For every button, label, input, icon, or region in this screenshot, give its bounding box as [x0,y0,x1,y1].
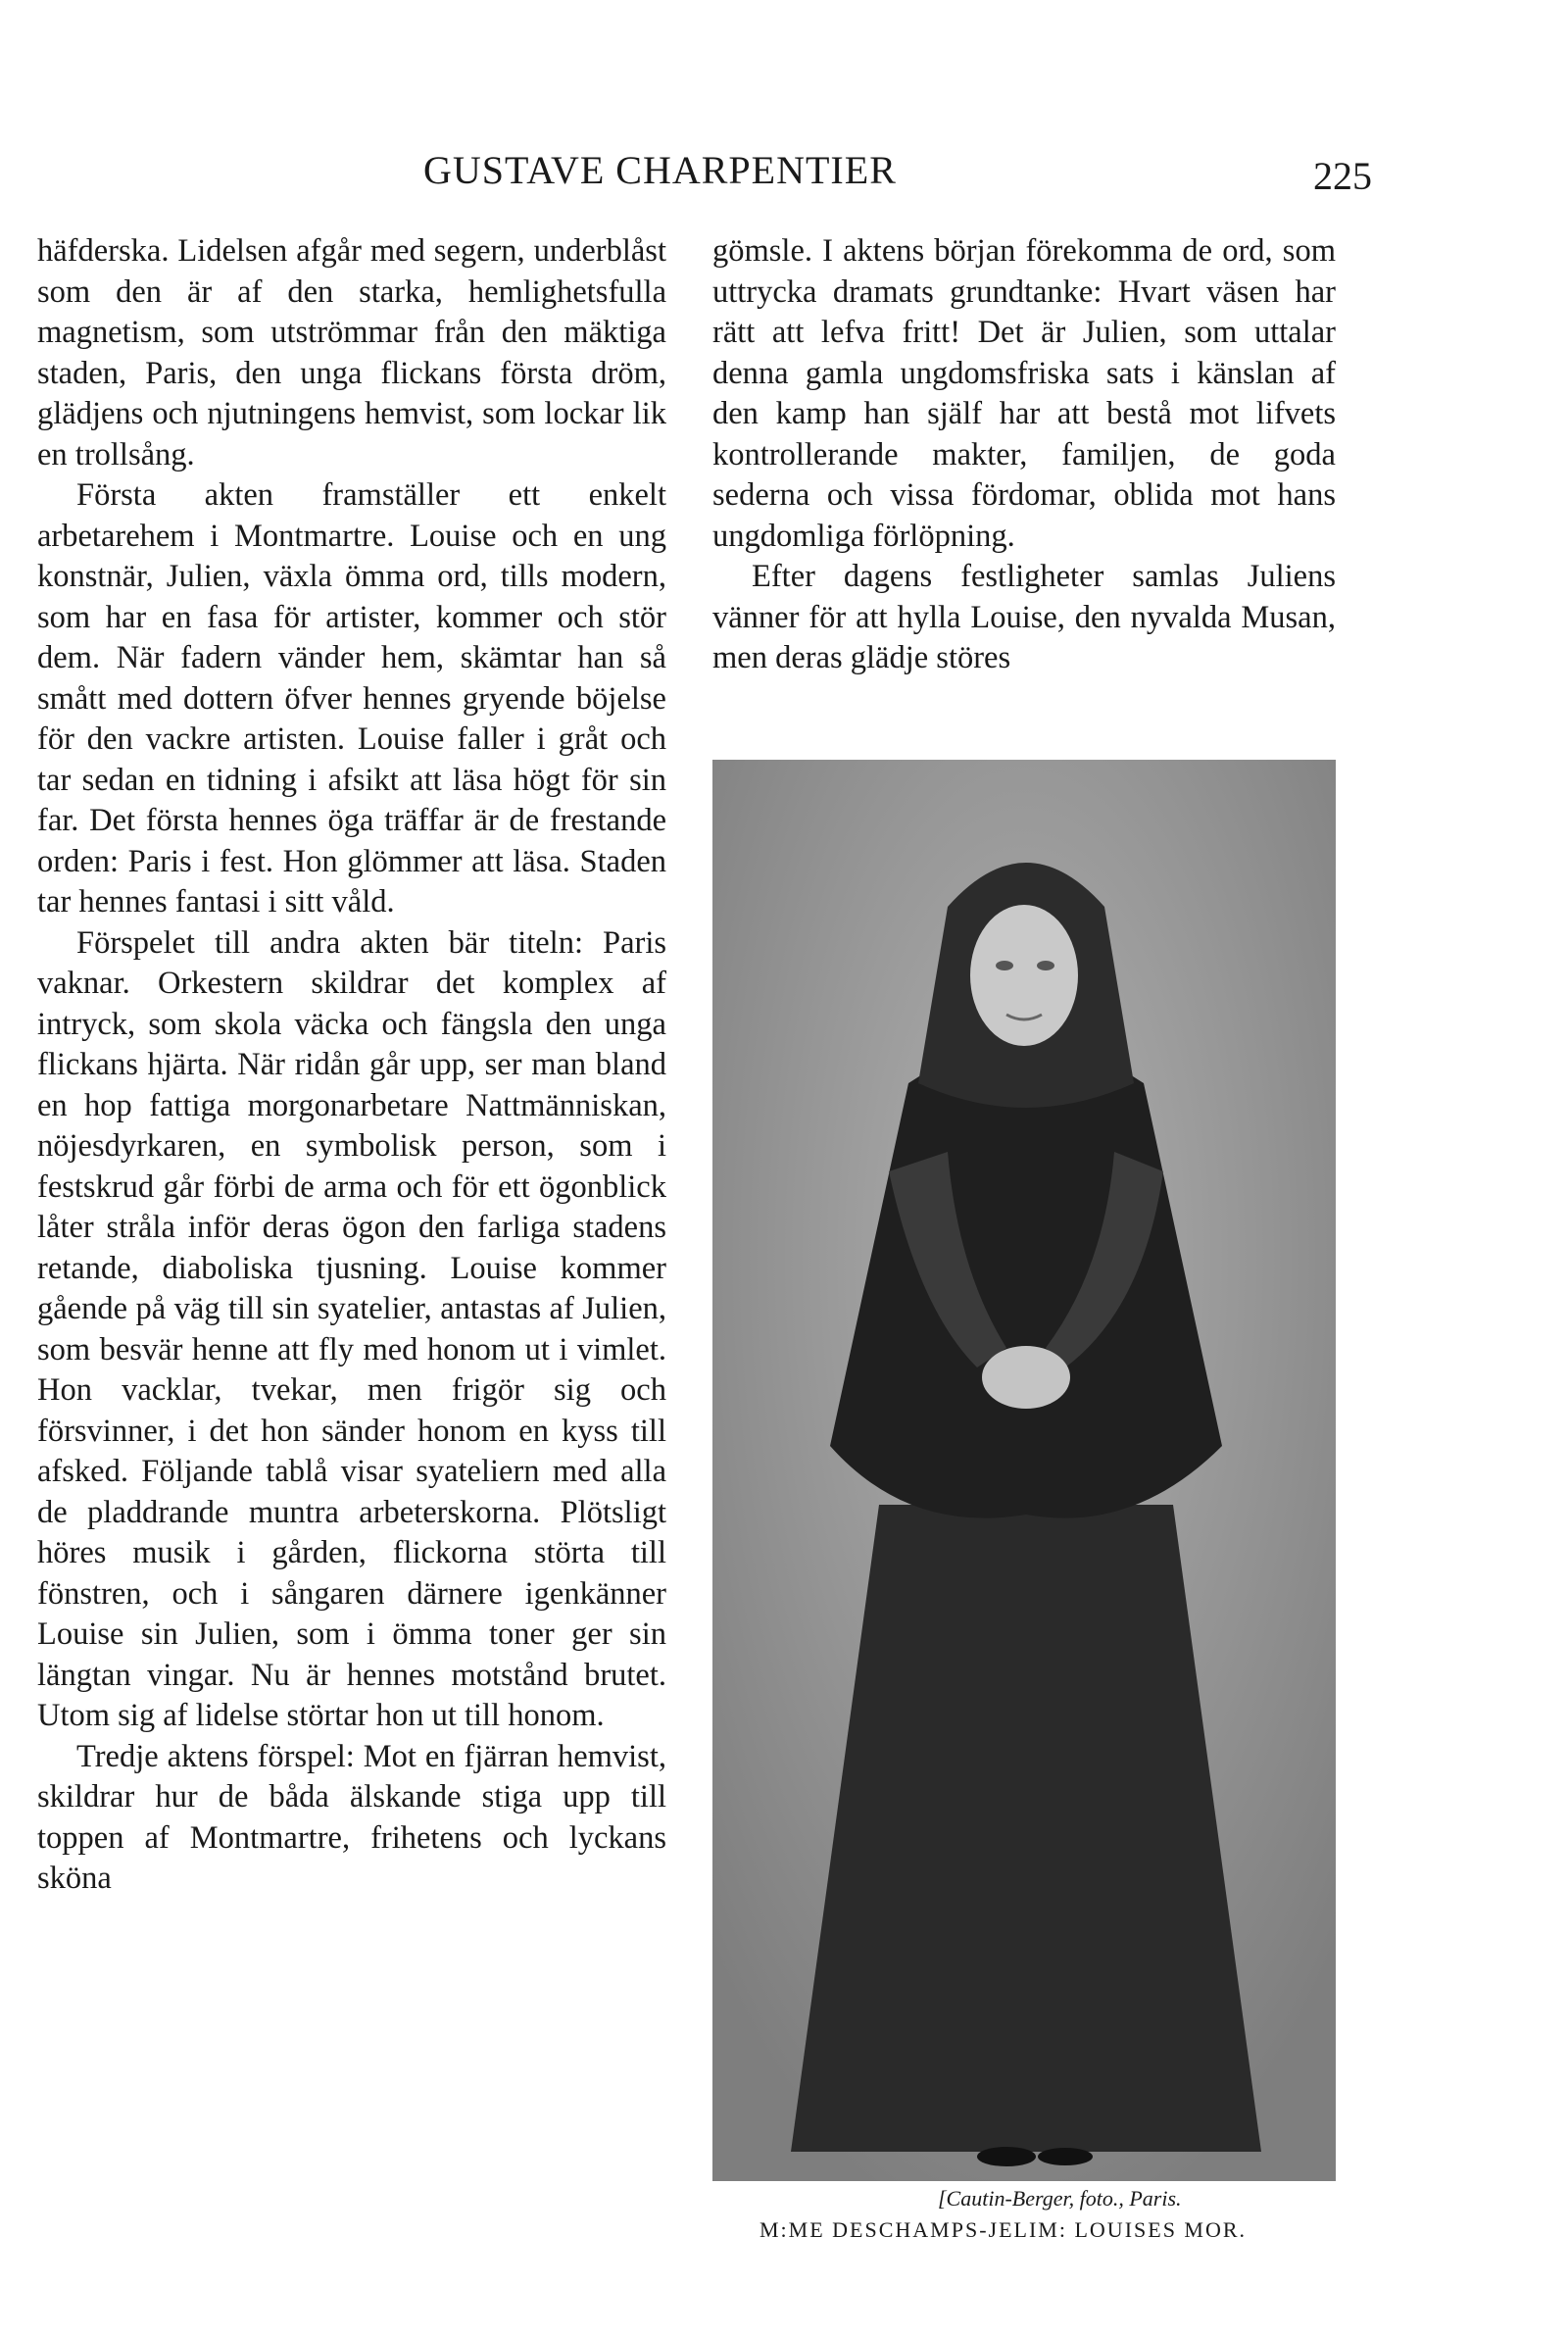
paragraph: gömsle. I aktens början förekomma de ord, som uttrycka dramats grundtanke: Hvart väsen har rätt att lefva fritt! Det är Julien, som uttalar denna gamla ungdomsfriska sats i känslan af den kamp han själf har att bestå mot lifvets kontrollerande makter, familjen, de goda sederna och vissa fördomar, oblida mot hans ungdomliga förlöpning. [712,233,1336,554]
paragraph: Första akten framställer ett enkelt arbetarehem i Montmartre. Louise och en ung konstnär, Julien, växla ömma ord, tills modern, som har en fasa för artister, kommer och stör dem. När fadern vänder hem, skämtar han så smått med dottern öfver hennes gryende böjelse för den vackre artisten. Louise faller i gråt och tar sedan en tidning i afsikt att läsa högt för sin far. Det första hennes öga träffar är de frestande orden: Paris i fest. Hon glömmer att läsa. Staden tar hennes fantasi i sitt våld. [37,477,666,919]
portrait-photo [712,760,1336,2181]
paragraph: Efter dagens festligheter samlas Juliens vänner för att hylla Louise, den nyvalda Musan, men deras glädje störes [712,559,1336,675]
running-title: GUSTAVE CHARPENTIER [423,148,897,192]
portrait-figure-illustration [712,760,1336,2181]
right-column [712,231,1336,679]
paragraph: Tredje aktens förspel: Mot en fjärran hemvist, skildrar hur de båda älskande stiga upp till toppen af Montmartre, frihetens och lyckans sköna [37,1738,666,1896]
paragraph: häfderska. Lidelsen afgår med segern, underblåst som den är af den starka, hemlighetsfulla magnetism, som utströmmar från den mäktiga staden, Paris, den unga flickans första dröm, glädjens och njutningens hemvist, som lockar lik en trollsång. [37,233,666,472]
photo-credit: [Cautin-Berger, foto., Paris. [938,2186,1182,2211]
page-header [0,147,1568,206]
left-column [37,231,666,1900]
photo-caption: M:ME DESCHAMPS-JELIM: LOUISES MOR. [760,2217,1248,2242]
paragraph: Förspelet till andra akten bär titeln: Paris vaknar. Orkestern skildrar det komplex af intryck, som skola väcka och fängsla den unga flickans hjärta. När ridån går upp, ser man bland en hop fattiga morgonarbetare Nattmänniskan, nöjesdyrkaren, en symbolisk person, som i festskrud går förbi de arma och för ett ögonblick låter stråla inför deras ögon den farliga stadens retande, diaboliska tjusning. Louise kommer gående på väg till sin syatelier, antastas af Julien, som besvär henne att fly med honom ut i vimlet. Hon vacklar, tvekar, men frigör sig och försvinner, i det hon sänder honom en kyss till afsked. Följande tablå visar syateliern med alla de pladdrande muntra arbeterskorna. Plötsligt höres musik i gården, flickorna störta till fönstren, och i sångaren därnere igenkänner Louise sin Julien, som i ömma toner ger sin längtan vingar. Nu är hennes motstånd brutet. Utom sig af lidelse störtar hon ut till honom. [37,924,666,1733]
page-number: 225 [1313,154,1372,198]
